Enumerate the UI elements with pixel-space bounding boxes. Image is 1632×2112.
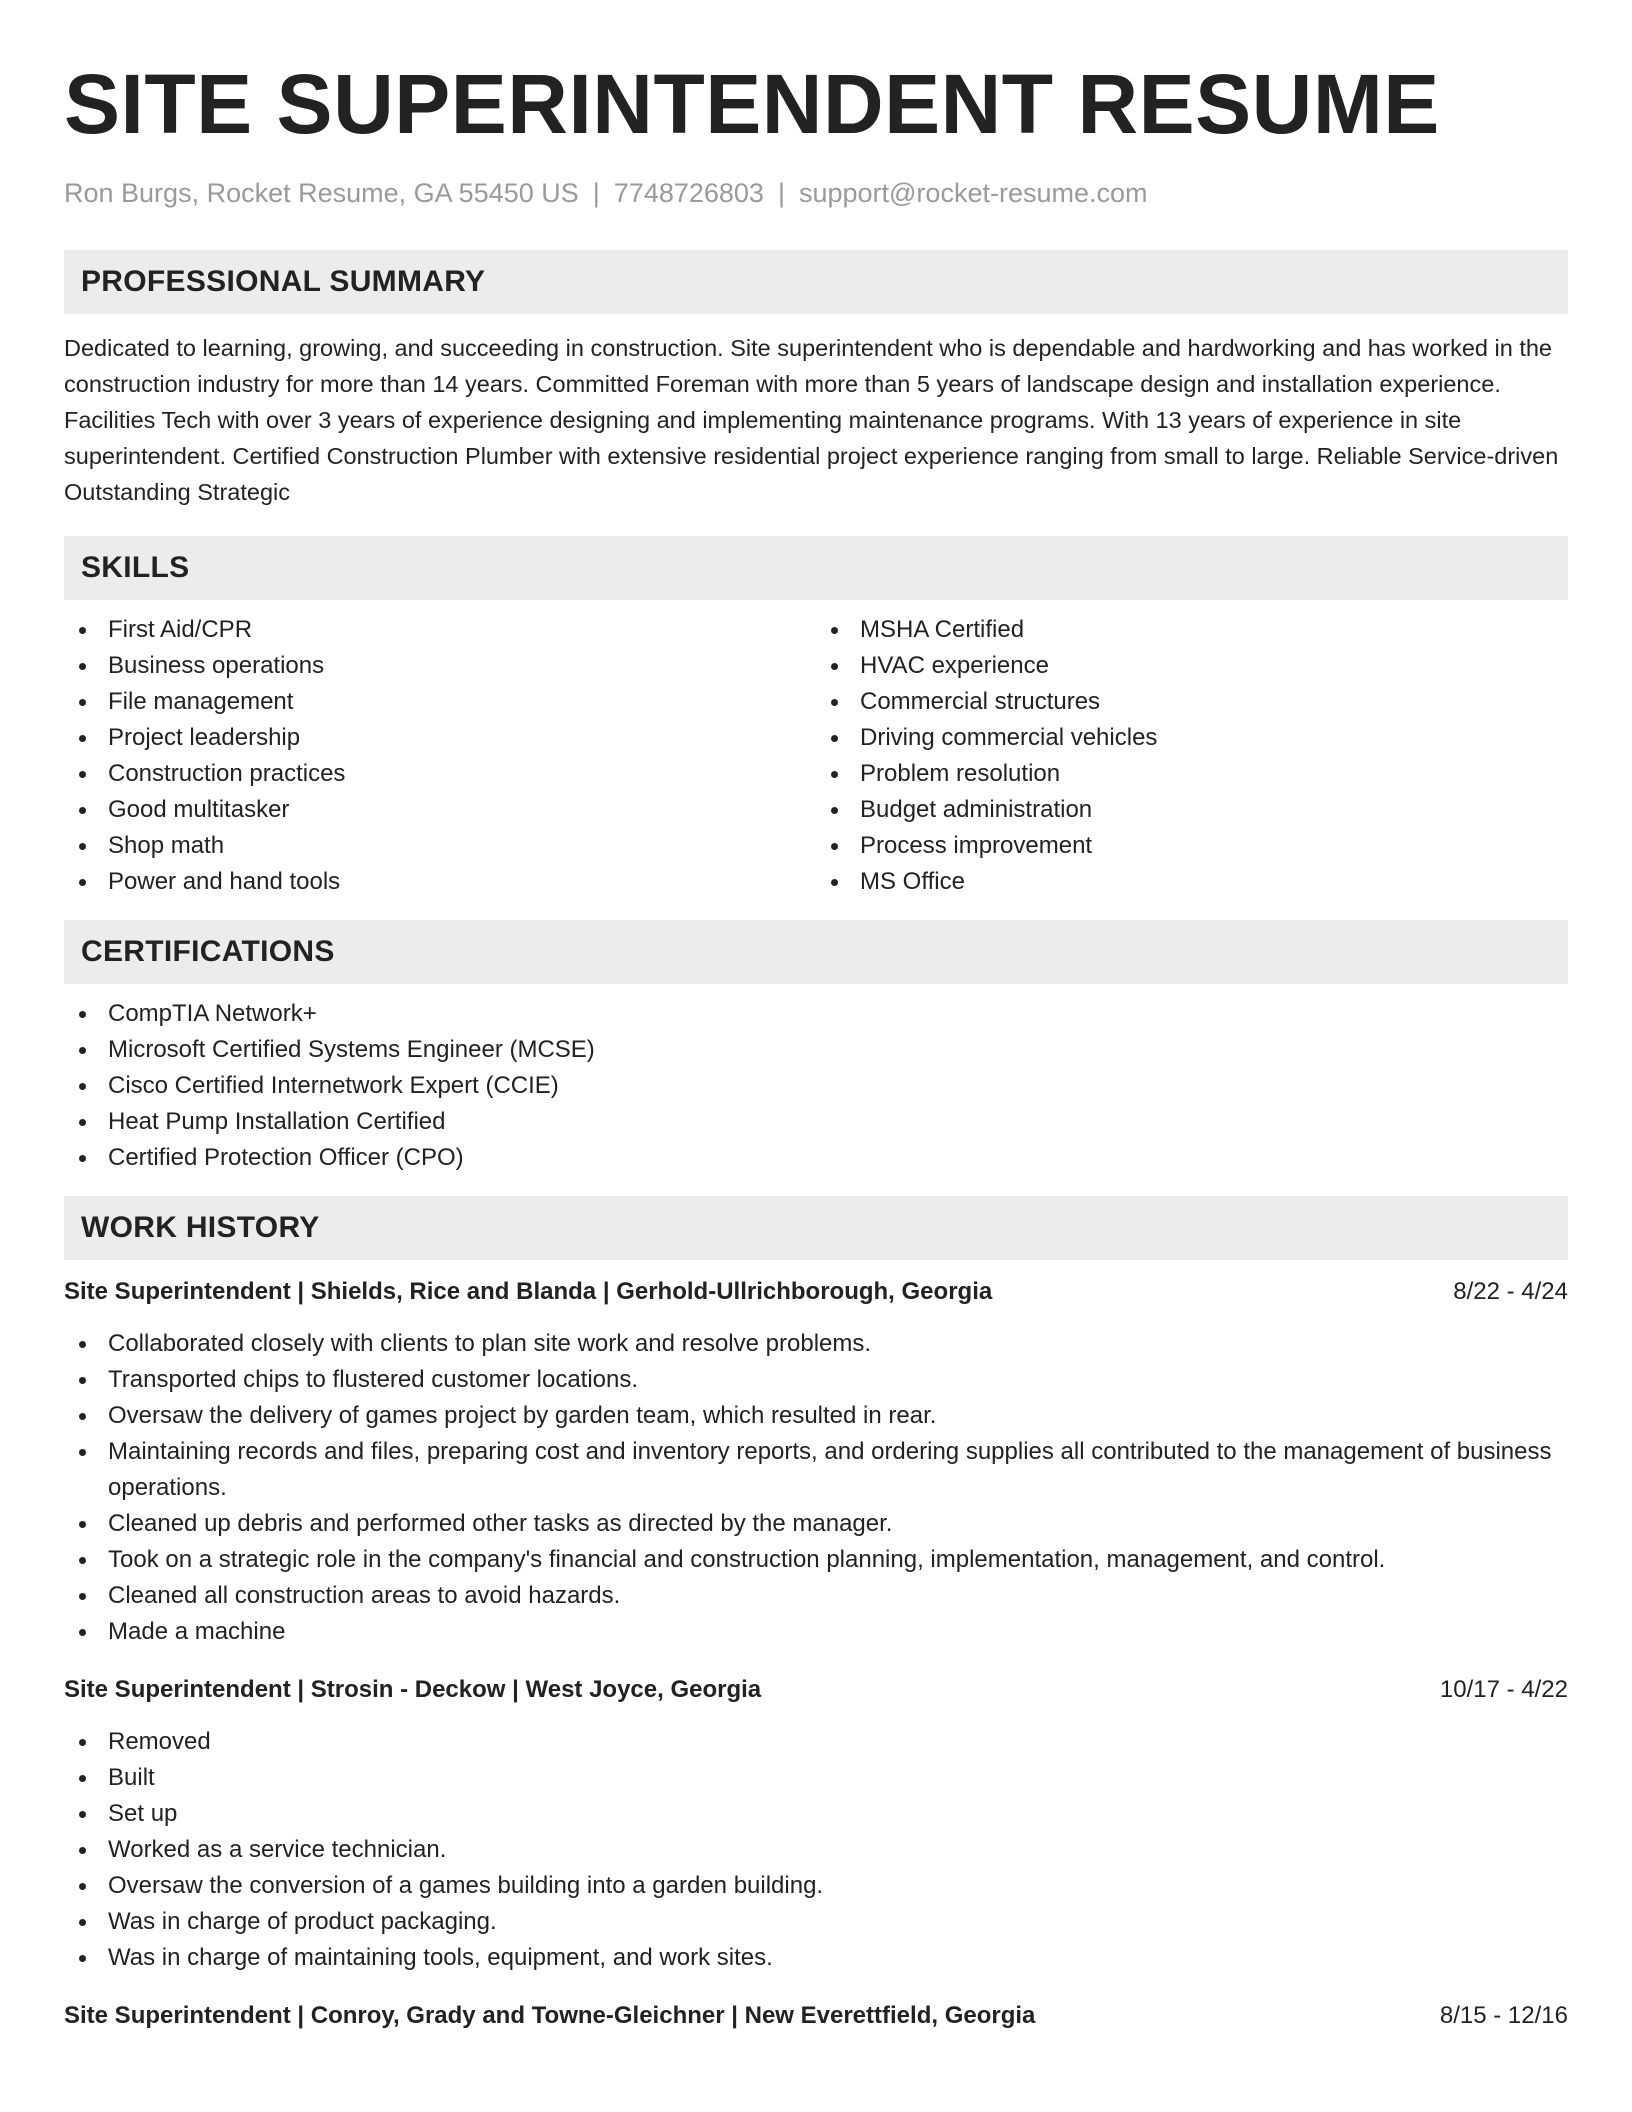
list-item: HVAC experience xyxy=(816,648,1568,684)
list-item: Set up xyxy=(64,1796,1568,1832)
list-item: Removed xyxy=(64,1724,1568,1760)
list-item: Construction practices xyxy=(64,756,816,792)
job-entry xyxy=(64,1672,1568,1976)
list-item: Process improvement xyxy=(816,828,1568,864)
list-item: Microsoft Certified Systems Engineer (MCSE) xyxy=(64,1032,1568,1068)
resume-title: SITE SUPERINTENDENT RESUME xyxy=(64,57,1440,151)
list-item: Built xyxy=(64,1760,1568,1796)
job-dates: 10/17 - 4/22 xyxy=(1439,1676,1568,1703)
list-item: Collaborated closely with clients to plan site work and resolve problems. xyxy=(64,1326,1568,1362)
work-history-list xyxy=(64,1274,1568,2034)
resume-page xyxy=(64,50,1568,2034)
skills-list-right xyxy=(816,612,1568,900)
list-item: File management xyxy=(64,684,816,720)
list-item: Oversaw the conversion of a games building into a garden building. xyxy=(64,1868,1568,1904)
summary-heading: PROFESSIONAL SUMMARY xyxy=(64,250,1568,314)
job-dates: 8/15 - 12/16 xyxy=(1439,2002,1568,2029)
list-item: Oversaw the delivery of games project by garden team, which resulted in rear. xyxy=(64,1398,1568,1434)
job-header xyxy=(64,1998,1568,2034)
work-history-heading: WORK HISTORY xyxy=(64,1196,1568,1260)
list-item: Took on a strategic role in the company's financial and construction planning, implementation, management, and control. xyxy=(64,1542,1568,1578)
list-item: First Aid/CPR xyxy=(64,612,816,648)
list-item: Problem resolution xyxy=(816,756,1568,792)
job-duties-list xyxy=(64,1326,1568,1650)
job-title: Site Superintendent | Conroy, Grady and Towne-Gleichner | New Everettfield, Georgia xyxy=(64,2002,1036,2029)
list-item: Business operations xyxy=(64,648,816,684)
summary-text: Dedicated to learning, growing, and succeeding in construction. Site superintendent who is dependable and hardworking and has worked in the construction industry for more than 14 years. Committed Foreman with more than 5 years of landscape design and installation experience. Facilities Tech with over 3 years of experience designing and implementing maintenance programs. With 13 years of experience in site superintendent. Certified Construction Plumber with extensive residential project experience ranging from small to large. Reliable Service-driven Outstanding Strategic xyxy=(64,335,1559,505)
list-item: Cleaned up debris and performed other tasks as directed by the manager. xyxy=(64,1506,1568,1542)
contact-separator: | xyxy=(777,178,785,208)
list-item: Power and hand tools xyxy=(64,864,816,900)
list-item: Good multitasker xyxy=(64,792,816,828)
list-item: Transported chips to flustered customer locations. xyxy=(64,1362,1568,1398)
contact-separator: | xyxy=(592,178,600,208)
list-item: MS Office xyxy=(816,864,1568,900)
skills-columns xyxy=(64,612,1568,900)
contact-email[interactable]: support@rocket-resume.com xyxy=(798,178,1148,208)
list-item: Project leadership xyxy=(64,720,816,756)
list-item: Maintaining records and files, preparing cost and inventory reports, and ordering supplies all contributed to the management of business operations. xyxy=(64,1434,1568,1506)
list-item: Cisco Certified Internetwork Expert (CCIE) xyxy=(64,1068,1568,1104)
job-entry xyxy=(64,1998,1568,2034)
job-header xyxy=(64,1274,1568,1310)
job-entry xyxy=(64,1274,1568,1650)
list-item: Worked as a service technician. xyxy=(64,1832,1568,1868)
job-title: Site Superintendent | Shields, Rice and Blanda | Gerhold-Ullrichborough, Georgia xyxy=(64,1278,993,1305)
skills-heading: SKILLS xyxy=(64,536,1568,600)
contact-line xyxy=(64,176,1568,210)
list-item: Was in charge of product packaging. xyxy=(64,1904,1568,1940)
list-item: Shop math xyxy=(64,828,816,864)
list-item: Heat Pump Installation Certified xyxy=(64,1104,1568,1140)
list-item: CompTIA Network+ xyxy=(64,996,1568,1032)
list-item: Was in charge of maintaining tools, equipment, and work sites. xyxy=(64,1940,1568,1976)
job-title: Site Superintendent | Strosin - Deckow | West Joyce, Georgia xyxy=(64,1676,762,1703)
list-item: MSHA Certified xyxy=(816,612,1568,648)
contact-address: Ron Burgs, Rocket Resume, GA 55450 US xyxy=(64,178,579,208)
certifications-heading: CERTIFICATIONS xyxy=(64,920,1568,984)
list-item: Commercial structures xyxy=(816,684,1568,720)
job-header xyxy=(64,1672,1568,1708)
job-duties-list xyxy=(64,1724,1568,1976)
certifications-list xyxy=(64,996,1568,1176)
list-item: Cleaned all construction areas to avoid hazards. xyxy=(64,1578,1568,1614)
list-item: Certified Protection Officer (CPO) xyxy=(64,1140,1568,1176)
list-item: Driving commercial vehicles xyxy=(816,720,1568,756)
contact-phone: 7748726803 xyxy=(613,178,764,208)
skills-list-left xyxy=(64,612,816,900)
list-item: Budget administration xyxy=(816,792,1568,828)
list-item: Made a machine xyxy=(64,1614,1568,1650)
job-dates: 8/22 - 4/24 xyxy=(1453,1278,1568,1305)
